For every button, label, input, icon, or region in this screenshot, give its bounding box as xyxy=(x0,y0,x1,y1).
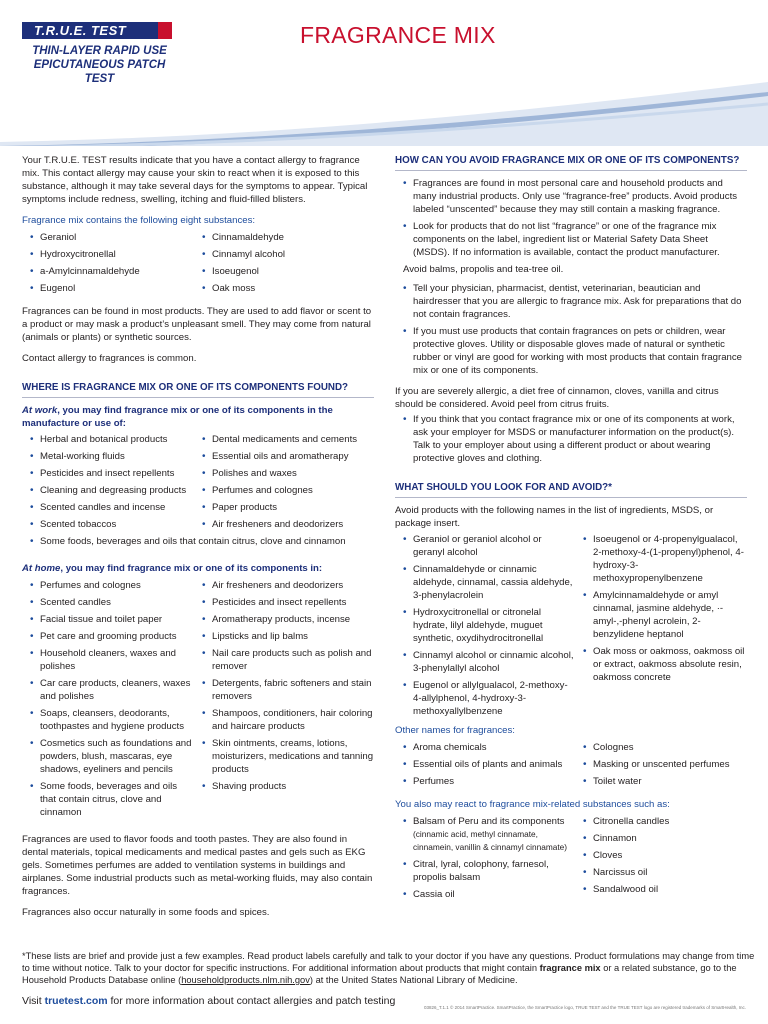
other-names-list xyxy=(395,741,747,792)
footnote-text-c: ) at the United States National Library of Medicine. xyxy=(309,975,518,985)
list-item: • Pet care and grooming products xyxy=(30,630,194,643)
left-column xyxy=(22,154,374,927)
household-products-link[interactable]: householdproducts.nlm.nih.gov xyxy=(181,975,310,985)
list-item: • Perfumes xyxy=(403,775,575,788)
list-item: • Skin ointments, creams, lotions, moisturizers, medications and tanning products xyxy=(202,737,374,776)
list-item: • a-Amylcinnamaldehyde xyxy=(30,265,194,278)
related-label: You also may react to fragrance mix-related substances such as: xyxy=(395,799,670,810)
list-item: • Cinnamaldehyde xyxy=(202,231,374,244)
avoid-list-c xyxy=(395,413,747,465)
truetest-link[interactable]: truetest.com xyxy=(44,995,108,1007)
related-col2 xyxy=(583,815,747,905)
list-item: • Cassia oil xyxy=(403,888,575,901)
list-item: • Scented candles xyxy=(30,596,194,609)
list-item: • Aromatherapy products, incense xyxy=(202,613,374,626)
list-item: • If you think that you contact fragrance mix or one of its components at work, ask your employer for MSDS or manufacturer information on the product(s). Talk to your employer about using a different product or about wearing protective gloves and clothing. xyxy=(403,413,747,465)
list-item: • Cloves xyxy=(583,849,747,862)
list-item: • Masking or unscented perfumes xyxy=(583,758,747,771)
at-home-em: At home xyxy=(22,563,61,574)
other-col1 xyxy=(395,741,575,792)
list-item: • Detergents, fabric softeners and stain removers xyxy=(202,677,374,703)
look-for-heading: WHAT SHOULD YOU LOOK FOR AND AVOID?* xyxy=(395,481,747,498)
names-col2 xyxy=(583,533,747,722)
related-list xyxy=(395,815,747,905)
list-item: • Essential oils of plants and animals xyxy=(403,758,575,771)
list-item: • Shaving products xyxy=(202,780,374,793)
home-list xyxy=(22,579,374,823)
list-item: • Scented candles and incense xyxy=(30,501,194,514)
logo-red-block xyxy=(158,22,172,39)
logo-subtitle-line2: EPICUTANEOUS PATCH TEST xyxy=(33,59,166,85)
at-work-rest: , you may find fragrance mix or one of its components in the manufacture or use of: xyxy=(22,405,333,429)
work-list xyxy=(22,433,374,535)
list-item: • Pesticides and insect repellents xyxy=(30,467,194,480)
list-item: • Toilet water xyxy=(583,775,747,788)
footnote-text-b: or a related substance, go to the Household Products Database online ( xyxy=(22,963,737,985)
list-item: • Cinnamyl alcohol or cinnamic alcohol, 3-phenylallyl alcohol xyxy=(403,649,575,675)
substances-col1 xyxy=(22,231,194,299)
work-col1 xyxy=(22,433,194,535)
list-item: • Aroma chemicals xyxy=(403,741,575,754)
list-item: • Perfumes and colognes xyxy=(30,579,194,592)
common-paragraph: Contact allergy to fragrances is common. xyxy=(22,353,197,364)
list-item: • Cosmetics such as foundations and powders, blush, mascaras, eye shadows, eyeliners and pencils xyxy=(30,737,194,776)
list-item: • Narcissus oil xyxy=(583,866,747,879)
avoid-balms-text: Avoid balms, propolis and tea-tree oil. xyxy=(403,264,564,275)
list-item: • Air fresheners and deodorizers xyxy=(202,579,374,592)
list-item: • Tell your physician, pharmacist, dentist, veterinarian, beautician and hairdresser that you are allergic to fragrance mix. Ask for preparations that do not contain fragrances. xyxy=(403,282,747,321)
logo-subtitle-line1: THIN-LAYER RAPID USE xyxy=(32,45,167,57)
intro-paragraph: Your T.R.U.E. TEST results indicate that you have a contact allergy to fragrance mix. This contact allergy may cause your skin to react when it is exposed to this substance, although it may take several days for the symptoms to appear. Typical symptoms include redness, swelling, itching and fluid-filled blisters. xyxy=(22,155,368,205)
list-item: • Scented tobaccos xyxy=(30,518,194,531)
list-item: • Cinnamyl alcohol xyxy=(202,248,374,261)
list-item: • Citronella candles xyxy=(583,815,747,828)
list-item: • Amylcinnamaldehyde or amyl cinnamal, jasmine aldehyde, ·-amyl-,-phenyl acrolein, 2-benzylidene heptanol xyxy=(583,589,747,641)
natural-paragraph: Fragrances also occur naturally in some foods and spices. xyxy=(22,907,270,918)
list-item: • Hydroxycitronellal or citronelal hydrate, lilyl aldehyde, muguet synthetic, oxydihydrocitronellal xyxy=(403,606,575,645)
list-item: • Paper products xyxy=(202,501,374,514)
footnote xyxy=(22,950,757,986)
list-item: • Essential oils and aromatherapy xyxy=(202,450,374,463)
substances-col2 xyxy=(202,231,374,299)
list-item: • Hydroxycitronellal xyxy=(30,248,194,261)
legal-text: 03826_T.1.1 © 2014 SmartPractice. SmartPractice, the SmartPractice logo, TRUE TEST and the TRUE TEST logo are registered trademarks of SmartHealth, Inc. xyxy=(424,1005,746,1010)
substances-list xyxy=(22,231,374,299)
avoid-list-b xyxy=(395,282,747,377)
list-item: • Eugenol or allylgualacol, 2-methoxy-4-allylphenol, 4-hydroxy-3-methoxyallylbenzene xyxy=(403,679,575,718)
list-item: • Cinnamon xyxy=(583,832,747,845)
list-item: • Oak moss xyxy=(202,282,374,295)
other-col2 xyxy=(583,741,747,792)
visit-text-a: Visit xyxy=(22,995,45,1007)
other-names-label: Other names for fragrances: xyxy=(395,725,515,736)
at-work-intro xyxy=(22,404,374,430)
work-full-list xyxy=(22,535,374,548)
list-item: • Dental medicaments and cements xyxy=(202,433,374,446)
list-item: • Look for products that do not list “fragrance” or one of the fragrance mix components on the label, ingredient list or Material Safety Data Sheet (MSDS). If no information is available, contact the product manufacturer. xyxy=(403,220,747,259)
at-home-intro xyxy=(22,562,374,575)
contains-label: Fragrance mix contains the following eight substances: xyxy=(22,215,256,226)
found-paragraph: Fragrances can be found in most products. They are used to add flavor or scent to a product or may mask a product’s unpleasant smell. They may come from natural (animals or plants) or synthetic sources. xyxy=(22,306,372,343)
list-item: • Eugenol xyxy=(30,282,194,295)
list-item: • Shampoos, conditioners, hair coloring and haircare products xyxy=(202,707,374,733)
list-item: • Oak moss or oakmoss, oakmoss oil or extract, oakmoss absolute resin, oakmoss concrete xyxy=(583,645,747,684)
list-item: • Fragrances are found in most personal care and household products and many industrial products. Only use “fragrance-free” products. Avoid products labeled “unscented” because they may still contain a masking fragrance. xyxy=(403,177,747,216)
list-item xyxy=(403,815,575,854)
look-intro-paragraph: Avoid products with the following names in the list of ingredients, MSDS, or package insert. xyxy=(395,505,714,529)
list-item: • Perfumes and colognes xyxy=(202,484,374,497)
page-header xyxy=(0,0,768,150)
home-col2 xyxy=(202,579,374,823)
balsam-peru-components: (cinnamic acid, methyl cinnamate, cinnamein, vanillin & cinnamyl cinnamate) xyxy=(413,829,568,852)
list-item: • Soaps, cleansers, deodorants, toothpastes and hygiene products xyxy=(30,707,194,733)
list-item: • Colognes xyxy=(583,741,747,754)
visit-line xyxy=(22,995,395,1007)
list-item: • Geraniol or geraniol alcohol or geranyl alcohol xyxy=(403,533,575,559)
list-item: • Herbal and botanical products xyxy=(30,433,194,446)
list-item: • Nail care products such as polish and remover xyxy=(202,647,374,673)
uses-paragraph: Fragrances are used to flavor foods and tooth pastes. They are also found in dental materials, topical medicaments and medical pastes and gels such as EKG gels. Sometimes perfumes are added to ventilation systems in buildings and airplanes. Some industrial products such as metal-working fluids, may also contain fragrances. xyxy=(22,834,373,897)
where-found-heading: WHERE IS FRAGRANCE MIX OR ONE OF ITS COMPONENTS FOUND? xyxy=(22,381,374,398)
list-item: • Geraniol xyxy=(30,231,194,244)
footnote-text-a: *These lists are brief and provide just a few examples. Read product labels carefully and talk to your doctor if you have any questions. Product formulations may change from time to time without notice. Talk to your doctor for specific instructions. For additional information about products that might contain xyxy=(22,951,755,973)
logo-text: T.R.U.E. TEST xyxy=(34,23,127,38)
list-item: • Pesticides and insect repellents xyxy=(202,596,374,609)
list-item: • Household cleaners, waxes and polishes xyxy=(30,647,194,673)
list-item: • Some foods, beverages and oils that contain citrus, clove and cinnamon xyxy=(30,780,194,819)
list-item: • Polishes and waxes xyxy=(202,467,374,480)
list-item: • If you must use products that contain fragrances on pets or children, wear protective gloves. Utility or disposable gloves made of natural or synthetic rubber or vinyl are good for working with most products that contain fragrance mix or one of its components. xyxy=(403,325,747,377)
list-item: • Citral, lyral, colophony, farnesol, propolis balsam xyxy=(403,858,575,884)
header-swoosh-graphic xyxy=(0,80,768,150)
list-item: • Isoeugenol or 4-propenylgualacol, 2-methoxy-4-(1-propenyl)phenol, 4-hydroxy-3-methoxypropenylbenzene xyxy=(583,533,747,585)
work-col2 xyxy=(202,433,374,535)
list-item: • Car care products, cleaners, waxes and polishes xyxy=(30,677,194,703)
right-column xyxy=(395,154,747,905)
related-col1 xyxy=(395,815,575,905)
names-list xyxy=(395,533,747,722)
list-item: • Air fresheners and deodorizers xyxy=(202,518,374,531)
balsam-peru-main: Balsam of Peru and its components xyxy=(413,816,565,827)
list-item: • Sandalwood oil xyxy=(583,883,747,896)
page-title: FRAGRANCE MIX xyxy=(300,22,496,48)
names-col1 xyxy=(395,533,575,722)
footnote-bold: fragrance mix xyxy=(539,963,601,973)
list-item: • Metal-working fluids xyxy=(30,450,194,463)
avoid-heading: HOW CAN YOU AVOID FRAGRANCE MIX OR ONE OF ITS COMPONENTS? xyxy=(395,154,747,171)
true-test-logo xyxy=(22,22,172,39)
list-item: • Some foods, beverages and oils that contain citrus, clove and cinnamon xyxy=(30,535,374,548)
at-work-em: At work xyxy=(22,405,58,416)
at-home-rest: , you may find fragrance mix or one of its components in: xyxy=(60,563,323,574)
list-item: • Isoeugenol xyxy=(202,265,374,278)
list-item: • Facial tissue and toilet paper xyxy=(30,613,194,626)
visit-text-b: for more information about contact allergies and patch testing xyxy=(107,995,396,1007)
list-item: • Lipsticks and lip balms xyxy=(202,630,374,643)
list-item: • Cleaning and degreasing products xyxy=(30,484,194,497)
home-col1 xyxy=(22,579,194,823)
severe-paragraph: If you are severely allergic, a diet free of cinnamon, cloves, vanilla and citrus should be considered. Avoid peel from citrus fruits. xyxy=(395,386,719,410)
list-item: • Cinnamaldehyde or cinnamic aldehyde, cinnamal, cassia aldehyde, 3-phenylacrolein xyxy=(403,563,575,602)
avoid-list-a xyxy=(395,177,747,259)
